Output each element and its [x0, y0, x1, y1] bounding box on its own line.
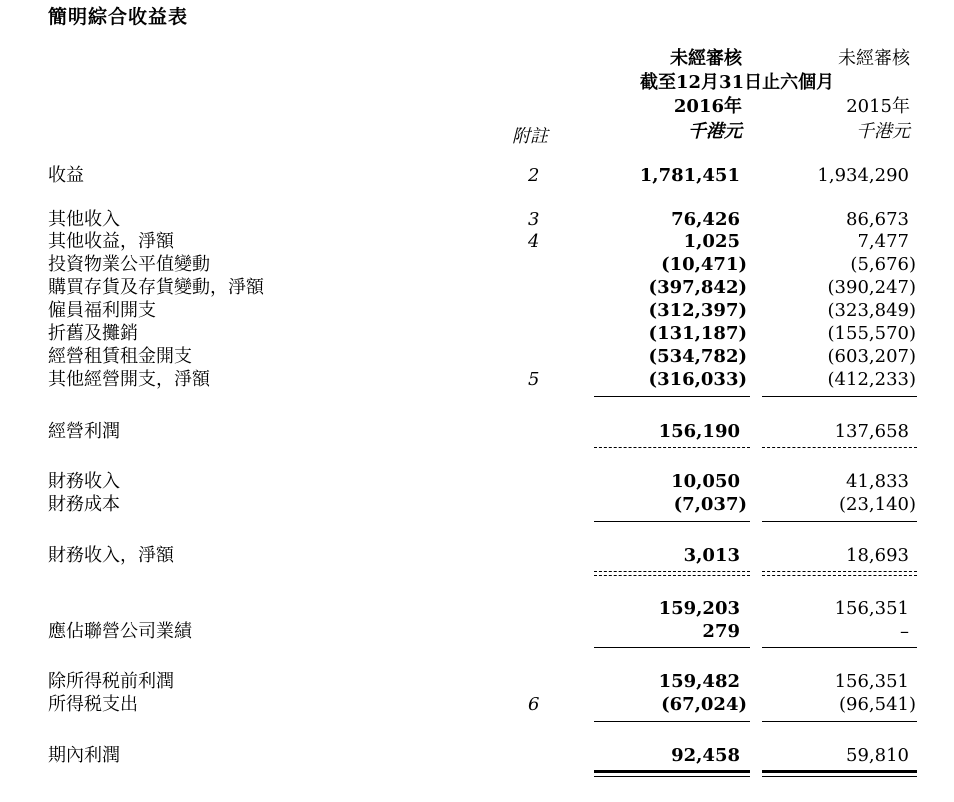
- table-row: [0, 165, 954, 187]
- row-label: 其他收入: [48, 209, 120, 230]
- table-row: [0, 471, 954, 493]
- period-header: 截至12月31日止六個月: [640, 72, 835, 93]
- table-row: [0, 545, 954, 567]
- value-2016: (67,024): [661, 694, 747, 715]
- value-2015: (390,247): [827, 277, 916, 298]
- row-label: 財務收入: [48, 471, 120, 492]
- dashed-rule: [762, 575, 917, 576]
- row-label: 期內利潤: [48, 745, 120, 766]
- row-label: 投資物業公平值變動: [48, 254, 210, 275]
- value-2015: 137,658: [834, 421, 909, 442]
- value-2015: (323,849): [827, 300, 916, 321]
- value-2016: 1,781,451: [639, 165, 740, 186]
- table-row: [0, 421, 954, 443]
- rule: [594, 647, 750, 648]
- value-2016: 76,426: [671, 209, 740, 230]
- dashed-rule: [594, 575, 750, 576]
- col1-status: 未經審核: [670, 48, 742, 69]
- row-note: 3: [528, 209, 540, 230]
- value-2016: 3,013: [683, 545, 740, 566]
- value-2015: (603,207): [827, 346, 916, 367]
- table-row: [0, 231, 954, 253]
- row-label: 除所得税前利潤: [48, 671, 174, 692]
- dashed-rule: [762, 447, 917, 448]
- dashed-rule: [594, 447, 750, 448]
- row-label: 折舊及攤銷: [48, 323, 138, 344]
- value-2016: (397,842): [648, 277, 747, 298]
- table-row: [0, 494, 954, 516]
- rule: [594, 396, 750, 397]
- value-2015: 7,477: [857, 231, 909, 252]
- note-column-header: 附註: [512, 126, 548, 147]
- row-label: 所得税支出: [48, 694, 138, 715]
- row-note: 6: [528, 694, 540, 715]
- double-rule-bottom: [594, 776, 750, 777]
- double-rule-top: [762, 770, 917, 773]
- value-2015: 156,351: [834, 671, 909, 692]
- row-note: 5: [528, 369, 540, 390]
- value-2016: (316,033): [648, 369, 747, 390]
- value-2016: (10,471): [661, 254, 747, 275]
- value-2015: (155,570): [827, 323, 916, 344]
- table-row: [0, 621, 954, 643]
- value-2015: (412,233): [827, 369, 916, 390]
- table-row: [0, 277, 954, 299]
- statement-title: 簡明綜合收益表: [48, 6, 189, 28]
- rule: [594, 721, 750, 722]
- col2-year: 2015年: [846, 96, 910, 117]
- table-row: [0, 598, 954, 620]
- row-note: 2: [528, 165, 540, 186]
- row-label: 其他收益，淨額: [48, 231, 174, 252]
- value-2015: (23,140): [838, 494, 916, 515]
- table-row: [0, 323, 954, 345]
- rule: [762, 647, 917, 648]
- value-2015: 41,833: [846, 471, 909, 492]
- row-label: 僱員福利開支: [48, 300, 156, 321]
- table-row: [0, 254, 954, 276]
- row-label: 財務收入，淨額: [48, 545, 174, 566]
- row-label: 收益: [48, 165, 84, 186]
- value-2015: –: [900, 621, 909, 642]
- rule: [762, 721, 917, 722]
- table-row: [0, 346, 954, 368]
- row-label: 其他經營開支，淨額: [48, 369, 210, 390]
- value-2015: (96,541): [838, 694, 916, 715]
- row-label: 經營利潤: [48, 421, 120, 442]
- value-2016: (7,037): [673, 494, 747, 515]
- row-note: 4: [528, 231, 540, 252]
- value-2015: 86,673: [846, 209, 909, 230]
- value-2015: 156,351: [834, 598, 909, 619]
- value-2016: 156,190: [658, 421, 740, 442]
- double-rule-bottom: [762, 776, 917, 777]
- value-2015: 59,810: [846, 745, 909, 766]
- row-label: 經營租賃租金開支: [48, 346, 192, 367]
- col1-year: 2016年: [673, 96, 742, 117]
- value-2016: 159,482: [658, 671, 740, 692]
- value-2016: 159,203: [658, 598, 740, 619]
- dashed-rule: [594, 571, 750, 572]
- value-2016: 92,458: [671, 745, 740, 766]
- value-2015: (5,676): [850, 254, 916, 275]
- value-2016: (534,782): [648, 346, 747, 367]
- rule: [594, 521, 750, 522]
- table-row: [0, 369, 954, 391]
- row-label: 購買存貨及存貨變動，淨額: [48, 277, 264, 298]
- double-rule-top: [594, 770, 750, 773]
- table-row: [0, 694, 954, 716]
- value-2016: 1,025: [683, 231, 740, 252]
- row-label: 應佔聯營公司業績: [48, 621, 192, 642]
- table-row: [0, 745, 954, 767]
- dashed-rule: [762, 571, 917, 572]
- col2-unit: 千港元: [856, 121, 910, 142]
- value-2016: 10,050: [671, 471, 740, 492]
- table-row: [0, 209, 954, 231]
- value-2015: 1,934,290: [817, 165, 909, 186]
- col1-unit: 千港元: [688, 121, 742, 142]
- value-2016: 279: [702, 621, 740, 642]
- rule: [762, 396, 917, 397]
- row-label: 財務成本: [48, 494, 120, 515]
- value-2016: (131,187): [648, 323, 747, 344]
- table-row: [0, 300, 954, 322]
- table-row: [0, 671, 954, 693]
- value-2016: (312,397): [648, 300, 747, 321]
- col2-status: 未經審核: [838, 48, 910, 69]
- rule: [762, 521, 917, 522]
- value-2015: 18,693: [846, 545, 909, 566]
